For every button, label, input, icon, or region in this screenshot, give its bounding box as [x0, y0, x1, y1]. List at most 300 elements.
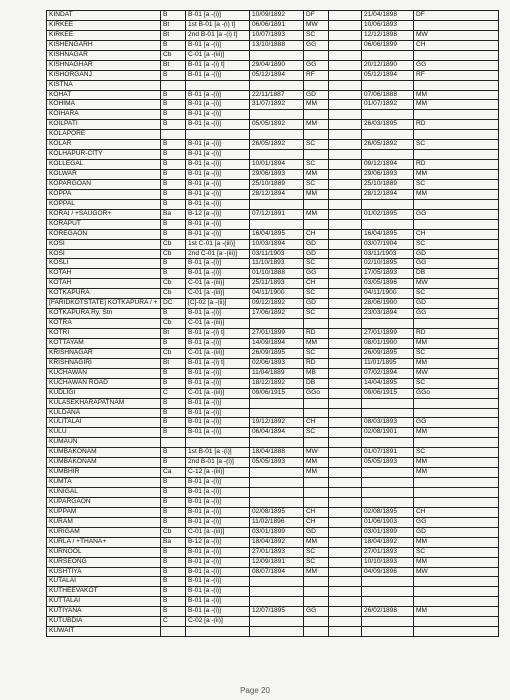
spacer-cell — [329, 249, 362, 259]
authority-cell: MM — [304, 458, 329, 468]
table-row — [47, 209, 499, 219]
authority-cell: SC — [414, 547, 499, 557]
date-cell: 25/11/1893 — [250, 279, 304, 289]
class-cell: B — [161, 458, 186, 468]
table-row — [47, 229, 499, 239]
class-cell: Cb — [161, 527, 186, 537]
authority-cell — [304, 408, 329, 418]
authority-cell: MM — [414, 537, 499, 547]
date-cell — [250, 319, 304, 329]
table-row — [47, 338, 499, 348]
station-cell: KURAM — [47, 517, 161, 527]
station-cell: KOLWAR — [47, 170, 161, 180]
scale-cell — [186, 80, 250, 90]
authority-cell — [414, 398, 499, 408]
date-cell — [250, 497, 304, 507]
authority-cell — [414, 627, 499, 637]
station-cell: KOPPA — [47, 189, 161, 199]
authority-cell: MB — [304, 368, 329, 378]
date-cell: 27/01/1899 — [250, 329, 304, 339]
spacer-cell — [329, 170, 362, 180]
spacer-cell — [329, 279, 362, 289]
table-row — [47, 60, 499, 70]
scale-cell: 2nd B-01 [a -(i) t] — [186, 30, 250, 40]
table-row — [47, 140, 499, 150]
spacer-cell — [329, 607, 362, 617]
spacer-cell — [329, 229, 362, 239]
scale-cell — [186, 627, 250, 637]
table-row — [47, 428, 499, 438]
date-cell: 26/03/1895 — [362, 120, 414, 130]
scale-cell: B-01 [a -(i)] — [186, 378, 250, 388]
date-cell — [250, 488, 304, 498]
class-cell — [161, 438, 186, 448]
spacer-cell — [329, 219, 362, 229]
date-cell: 14/04/1895 — [362, 378, 414, 388]
station-cell: KISHORGANJ — [47, 70, 161, 80]
class-cell: Cb — [161, 50, 186, 60]
spacer-cell — [329, 627, 362, 637]
authority-cell: RD — [414, 160, 499, 170]
authority-cell: GG — [304, 269, 329, 279]
table-row — [47, 249, 499, 259]
date-cell: 27/01/1893 — [250, 547, 304, 557]
table-row — [47, 458, 499, 468]
table-row — [47, 597, 499, 607]
date-cell: 23/03/1894 — [362, 309, 414, 319]
authority-cell: RF — [414, 70, 499, 80]
table-row — [47, 468, 499, 478]
table-row — [47, 80, 499, 90]
scale-cell: B-01 [a -(i)] — [186, 179, 250, 189]
authority-cell: CH — [304, 507, 329, 517]
date-cell: 29/04/1890 — [250, 60, 304, 70]
scale-cell: B-01 [a -(i)] — [186, 587, 250, 597]
spacer-cell — [329, 547, 362, 557]
date-cell — [250, 468, 304, 478]
station-cell: KRISHNAGAR — [47, 348, 161, 358]
station-cell: KINDAT — [47, 11, 161, 21]
table-row — [47, 617, 499, 627]
date-cell: 06/04/1894 — [250, 428, 304, 438]
class-cell: Ba — [161, 209, 186, 219]
class-cell: B — [161, 70, 186, 80]
authority-cell: MM — [304, 338, 329, 348]
spacer-cell — [329, 319, 362, 329]
class-cell: B — [161, 219, 186, 229]
spacer-cell — [329, 448, 362, 458]
authority-cell — [304, 398, 329, 408]
table-row — [47, 497, 499, 507]
class-cell: Cb — [161, 348, 186, 358]
date-cell: 03/01/1899 — [362, 527, 414, 537]
authority-cell: MM — [414, 557, 499, 567]
table-row — [47, 170, 499, 180]
authority-cell: SC — [304, 30, 329, 40]
spacer-cell — [329, 199, 362, 209]
table-row — [47, 30, 499, 40]
class-cell: B — [161, 497, 186, 507]
date-cell — [250, 617, 304, 627]
table-row — [47, 289, 499, 299]
authority-cell: MM — [414, 170, 499, 180]
date-cell: 07/02/1894 — [362, 368, 414, 378]
date-cell: 18/04/1888 — [250, 448, 304, 458]
table-row — [47, 279, 499, 289]
date-cell: 02/08/1895 — [250, 507, 304, 517]
table-row — [47, 269, 499, 279]
scale-cell — [186, 130, 250, 140]
scale-cell: B-01 [a -(i)] — [186, 150, 250, 160]
date-cell: 27/01/1899 — [362, 329, 414, 339]
spacer-cell — [329, 398, 362, 408]
date-cell: 18/04/1892 — [362, 537, 414, 547]
spacer-cell — [329, 130, 362, 140]
spacer-cell — [329, 20, 362, 30]
authority-cell: MM — [304, 189, 329, 199]
spacer-cell — [329, 438, 362, 448]
authority-cell — [414, 130, 499, 140]
station-cell: KOHAT — [47, 90, 161, 100]
authority-cell — [414, 577, 499, 587]
date-cell: 08/01/1900 — [362, 338, 414, 348]
scale-cell: 2nd B-01 [a -(i)] — [186, 458, 250, 468]
class-cell: B — [161, 40, 186, 50]
authority-cell — [414, 150, 499, 160]
spacer-cell — [329, 50, 362, 60]
spacer-cell — [329, 110, 362, 120]
date-cell: 25/10/1889 — [362, 179, 414, 189]
spacer-cell — [329, 209, 362, 219]
authority-cell: GG — [414, 418, 499, 428]
scale-cell: [C]-02 [a -(ii)] — [186, 299, 250, 309]
station-cell: KORAI / +SAUGOR+ — [47, 209, 161, 219]
scale-cell: 1st B-01 [a -(i) t] — [186, 20, 250, 30]
authority-cell: CH — [414, 507, 499, 517]
class-cell: B — [161, 478, 186, 488]
table-row — [47, 11, 499, 21]
station-cell: KUTTALAI — [47, 597, 161, 607]
station-cell: KOLHAPUR-CITY — [47, 150, 161, 160]
spacer-cell — [329, 60, 362, 70]
spacer-cell — [329, 587, 362, 597]
scale-cell: 1st B-01 [a -(i)] — [186, 448, 250, 458]
scale-cell: B-01 [a -(i)] — [186, 11, 250, 21]
spacer-cell — [329, 140, 362, 150]
table-row — [47, 627, 499, 637]
date-cell: 10/03/1894 — [250, 239, 304, 249]
station-cell: KOLAPORE — [47, 130, 161, 140]
station-cell: KOPARGOAN — [47, 179, 161, 189]
authority-cell: SC — [304, 557, 329, 567]
class-cell: B — [161, 368, 186, 378]
date-cell: 13/10/1888 — [250, 40, 304, 50]
scale-cell: B-01 [a -(i)] — [186, 160, 250, 170]
date-cell — [250, 150, 304, 160]
date-cell: 07/06/1888 — [362, 90, 414, 100]
spacer-cell — [329, 239, 362, 249]
authority-cell: CH — [304, 418, 329, 428]
table-row — [47, 398, 499, 408]
spacer-cell — [329, 567, 362, 577]
authority-cell: MM — [414, 468, 499, 478]
date-cell: 26/05/1892 — [362, 140, 414, 150]
authority-cell — [414, 587, 499, 597]
authority-cell: GD — [414, 249, 499, 259]
class-cell: B — [161, 100, 186, 110]
date-cell — [250, 478, 304, 488]
station-cell: KUDLIGI — [47, 388, 161, 398]
authority-cell — [304, 80, 329, 90]
date-cell — [362, 150, 414, 160]
spacer-cell — [329, 428, 362, 438]
station-cell: KUMAUN — [47, 438, 161, 448]
station-cell: KULASEKHARAPATNAM — [47, 398, 161, 408]
date-cell: 01/02/1895 — [362, 209, 414, 219]
station-cell: KUSHTIYA — [47, 567, 161, 577]
class-cell: B — [161, 517, 186, 527]
scale-cell: B-12 [a -(i)] — [186, 209, 250, 219]
date-cell: 04/11/1900 — [250, 289, 304, 299]
scale-cell: B-12 [a -(i)] — [186, 537, 250, 547]
table-row — [47, 299, 499, 309]
authority-cell — [414, 497, 499, 507]
authority-cell — [304, 199, 329, 209]
scale-cell: B-01 [a -(i)] — [186, 398, 250, 408]
table-row — [47, 239, 499, 249]
authority-cell — [304, 150, 329, 160]
spacer-cell — [329, 358, 362, 368]
date-cell: 06/06/1891 — [250, 20, 304, 30]
station-cell: KOSI — [47, 249, 161, 259]
spacer-cell — [329, 90, 362, 100]
table-row — [47, 150, 499, 160]
table-row — [47, 567, 499, 577]
class-cell: Bt — [161, 329, 186, 339]
scale-cell: C-01 [a -(iii)] — [186, 279, 250, 289]
spacer-cell — [329, 269, 362, 279]
date-cell: 01/10/1888 — [250, 269, 304, 279]
authority-cell: MM — [304, 209, 329, 219]
scale-cell: B-01 [a -(i) t] — [186, 329, 250, 339]
authority-cell: SC — [304, 289, 329, 299]
table-row — [47, 259, 499, 269]
date-cell: 21/04/1898 — [362, 11, 414, 21]
authority-cell — [414, 319, 499, 329]
table-row — [47, 199, 499, 209]
date-cell — [250, 80, 304, 90]
table-row — [47, 219, 499, 229]
class-cell: B — [161, 120, 186, 130]
station-cell: KOTKAPURA Ry. Stn — [47, 309, 161, 319]
date-cell — [250, 627, 304, 637]
scale-cell: C-12 [a -(iii)] — [186, 468, 250, 478]
authority-cell: DF — [414, 11, 499, 21]
class-cell — [161, 130, 186, 140]
authority-cell: GG — [414, 517, 499, 527]
class-cell: C — [161, 617, 186, 627]
scale-cell: B-01 [a -(i)] — [186, 428, 250, 438]
date-cell — [362, 438, 414, 448]
authority-cell: RD — [304, 329, 329, 339]
date-cell: 27/01/1893 — [362, 547, 414, 557]
date-cell — [362, 497, 414, 507]
scale-cell: B-01 [a -(i)] — [186, 140, 250, 150]
class-cell: Cb — [161, 249, 186, 259]
table-row — [47, 70, 499, 80]
authority-cell: MW — [414, 279, 499, 289]
authority-cell — [304, 110, 329, 120]
date-cell: 29/06/1893 — [250, 170, 304, 180]
authority-cell — [304, 130, 329, 140]
authority-cell: MM — [414, 100, 499, 110]
page-number: Page 20 — [240, 686, 270, 695]
authority-cell: GG — [304, 607, 329, 617]
table-row — [47, 527, 499, 537]
spacer-cell — [329, 289, 362, 299]
date-cell — [362, 627, 414, 637]
class-cell: B — [161, 428, 186, 438]
date-cell — [250, 438, 304, 448]
date-cell: 05/12/1894 — [362, 70, 414, 80]
date-cell: 09/06/1915 — [250, 388, 304, 398]
authority-cell — [414, 110, 499, 120]
station-cell: KOPPAL — [47, 199, 161, 209]
station-cell: KOSI — [47, 239, 161, 249]
date-cell: 18/12/1892 — [250, 378, 304, 388]
date-cell — [362, 488, 414, 498]
date-cell: 29/06/1893 — [362, 170, 414, 180]
date-cell — [250, 587, 304, 597]
class-cell: B — [161, 567, 186, 577]
date-cell: 09/06/1915 — [362, 388, 414, 398]
table-row — [47, 100, 499, 110]
class-cell: DC — [161, 299, 186, 309]
date-cell: 17/05/1893 — [362, 269, 414, 279]
class-cell: B — [161, 150, 186, 160]
date-cell: 10/01/1894 — [250, 160, 304, 170]
date-cell — [362, 617, 414, 627]
class-cell: B — [161, 259, 186, 269]
authority-cell: SC — [304, 428, 329, 438]
station-cell: KOLAR — [47, 140, 161, 150]
table-row — [47, 319, 499, 329]
authority-cell: MW — [414, 368, 499, 378]
class-cell: B — [161, 557, 186, 567]
scale-cell: B-01 [a -(i)] — [186, 368, 250, 378]
date-cell: 26/02/1898 — [362, 607, 414, 617]
authority-cell: MW — [414, 30, 499, 40]
class-cell: B — [161, 90, 186, 100]
class-cell: B — [161, 309, 186, 319]
scale-cell: B-01 [a -(i) t] — [186, 358, 250, 368]
table-row — [47, 408, 499, 418]
spacer-cell — [329, 597, 362, 607]
table-row — [47, 418, 499, 428]
table-row — [47, 309, 499, 319]
table-row — [47, 329, 499, 339]
authority-cell — [414, 478, 499, 488]
authority-cell: CH — [304, 279, 329, 289]
authority-cell: MM — [304, 567, 329, 577]
date-cell — [362, 597, 414, 607]
authority-cell: MM — [304, 170, 329, 180]
station-cell: KUMBAKONAM — [47, 458, 161, 468]
date-cell — [362, 468, 414, 478]
authority-cell: MW — [304, 20, 329, 30]
authority-cell — [304, 488, 329, 498]
date-cell: 03/11/1903 — [362, 249, 414, 259]
authority-cell: SC — [304, 179, 329, 189]
date-cell: 26/09/1895 — [250, 348, 304, 358]
class-cell: B — [161, 229, 186, 239]
class-cell: B — [161, 547, 186, 557]
spacer-cell — [329, 30, 362, 40]
authority-cell: GD — [304, 299, 329, 309]
spacer-cell — [329, 368, 362, 378]
class-cell: Bt — [161, 60, 186, 70]
date-cell: 22/11/1887 — [250, 90, 304, 100]
authority-cell — [414, 597, 499, 607]
authority-cell: DF — [304, 11, 329, 21]
authority-cell: MM — [414, 607, 499, 617]
date-cell: 03/05/1896 — [362, 279, 414, 289]
date-cell: 16/04/1895 — [250, 229, 304, 239]
spacer-cell — [329, 11, 362, 21]
table-row — [47, 607, 499, 617]
scale-cell: B-01 [a -(i)] — [186, 90, 250, 100]
class-cell: B — [161, 170, 186, 180]
class-cell: B — [161, 110, 186, 120]
authority-cell: DB — [304, 378, 329, 388]
authority-cell — [414, 617, 499, 627]
authority-cell: MM — [414, 90, 499, 100]
date-cell: 26/09/1895 — [362, 348, 414, 358]
scale-cell: B-01 [a -(i)] — [186, 110, 250, 120]
authority-cell — [304, 587, 329, 597]
spacer-cell — [329, 309, 362, 319]
table-row — [47, 179, 499, 189]
authority-cell — [414, 50, 499, 60]
table-row — [47, 507, 499, 517]
spacer-cell — [329, 468, 362, 478]
station-cell: KULITALAI — [47, 418, 161, 428]
date-cell: 08/07/1894 — [250, 567, 304, 577]
authority-cell: GD — [304, 249, 329, 259]
date-cell — [362, 398, 414, 408]
scale-cell: B-01 [a -(i)] — [186, 309, 250, 319]
authority-cell: CH — [414, 40, 499, 50]
class-cell: B — [161, 378, 186, 388]
date-cell — [250, 577, 304, 587]
station-cell: KUTHEEVAKOT — [47, 587, 161, 597]
station-cell: KIRKEE — [47, 20, 161, 30]
scale-cell: B-01 [a -(i)] — [186, 607, 250, 617]
authority-cell: SC — [414, 140, 499, 150]
authority-cell: RF — [304, 70, 329, 80]
station-cell: KOHIMA — [47, 100, 161, 110]
table-row — [47, 110, 499, 120]
table-row — [47, 557, 499, 567]
authority-cell — [304, 50, 329, 60]
authority-cell — [414, 199, 499, 209]
station-cell: KOTTAYAM — [47, 338, 161, 348]
authority-cell: SC — [304, 140, 329, 150]
station-cell: KISHNAGHAR — [47, 60, 161, 70]
authority-cell: GGo — [414, 388, 499, 398]
authority-cell: MM — [414, 458, 499, 468]
postmark-register-table — [46, 10, 499, 637]
